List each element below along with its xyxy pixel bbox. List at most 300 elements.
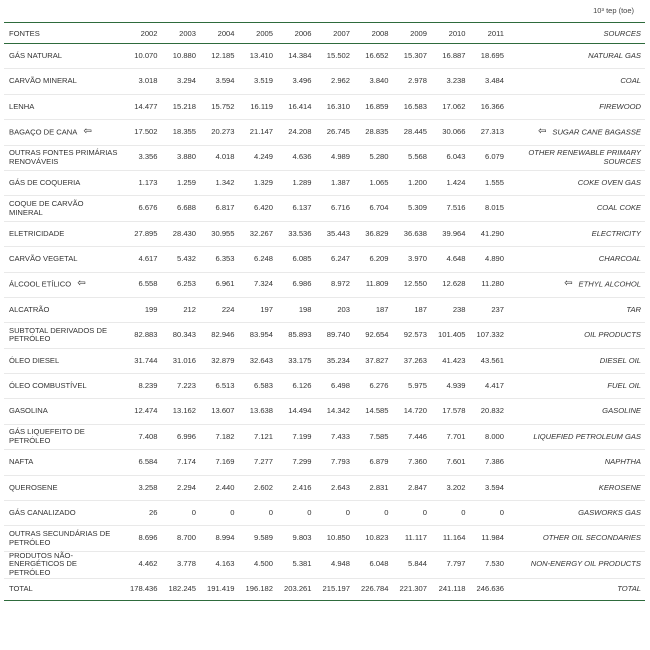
source-name-pt — [4, 44, 122, 69]
value-cell: 3.238 — [430, 69, 469, 94]
value-cell: 10.880 — [161, 44, 200, 69]
value-cell: 6.688 — [161, 196, 200, 221]
value-cell: 0 — [353, 501, 392, 526]
value-cell: 2.294 — [161, 475, 200, 500]
source-name-en — [507, 221, 645, 246]
value-cell: 7.433 — [315, 424, 354, 449]
value-cell: 7.182 — [199, 424, 238, 449]
source-label-pt: GASOLINA — [9, 406, 48, 416]
value-cell: 85.893 — [276, 323, 315, 348]
source-label-en: ETHYL ALCOHOL — [578, 279, 641, 289]
value-cell: 28.430 — [161, 221, 200, 246]
source-label-en: COKE OVEN GAS — [577, 177, 641, 187]
value-cell: 4.462 — [122, 551, 161, 578]
value-cell: 3.594 — [199, 69, 238, 94]
value-cell: 2.643 — [315, 475, 354, 500]
value-cell: 30.955 — [199, 221, 238, 246]
source-label-pt: GÁS LIQUEFEITO DE PETRÓLEO — [9, 427, 85, 446]
source-label-pt: OUTRAS FONTES PRIMÁRIAS RENOVÁVEIS — [9, 148, 118, 166]
table-body — [4, 44, 645, 601]
source-name-pt — [4, 424, 122, 449]
value-cell: 1.200 — [392, 170, 431, 195]
value-cell: 3.778 — [161, 551, 200, 578]
value-cell: 4.249 — [238, 145, 277, 170]
value-cell: 31.744 — [122, 348, 161, 373]
value-cell: 7.408 — [122, 424, 161, 449]
header-year: 2010 — [430, 23, 469, 44]
value-cell: 13.607 — [199, 399, 238, 424]
highlight-arrow-icon: ⇦ — [83, 125, 92, 137]
header-year: 2008 — [353, 23, 392, 44]
source-label-en: NON-ENERGY OIL PRODUCTS — [530, 559, 641, 569]
table-row — [4, 551, 645, 578]
source-name-en — [507, 374, 645, 399]
value-cell: 6.420 — [238, 196, 277, 221]
value-cell: 246.636 — [469, 578, 508, 600]
source-name-pt — [4, 323, 122, 348]
value-cell: 39.964 — [430, 221, 469, 246]
value-cell: 3.018 — [122, 69, 161, 94]
value-cell: 7.299 — [276, 450, 315, 475]
source-name-pt — [4, 399, 122, 424]
table-row — [4, 323, 645, 348]
value-cell: 7.793 — [315, 450, 354, 475]
value-cell: 1.387 — [315, 170, 354, 195]
value-cell: 7.446 — [392, 424, 431, 449]
value-cell: 3.880 — [161, 145, 200, 170]
value-cell: 6.817 — [199, 196, 238, 221]
source-name-pt — [4, 69, 122, 94]
value-cell: 83.954 — [238, 323, 277, 348]
value-cell: 31.016 — [161, 348, 200, 373]
source-name-pt — [4, 578, 122, 600]
source-label-en: ELECTRICITY — [591, 228, 641, 238]
value-cell: 14.720 — [392, 399, 431, 424]
value-cell: 5.309 — [392, 196, 431, 221]
value-cell: 0 — [430, 501, 469, 526]
value-cell: 10.850 — [315, 526, 354, 551]
value-cell: 198 — [276, 297, 315, 322]
value-cell: 187 — [353, 297, 392, 322]
source-name-en — [507, 145, 645, 170]
value-cell: 182.245 — [161, 578, 200, 600]
value-cell: 6.716 — [315, 196, 354, 221]
value-cell: 2.978 — [392, 69, 431, 94]
value-cell: 32.879 — [199, 348, 238, 373]
source-name-en — [507, 450, 645, 475]
value-cell: 6.248 — [238, 247, 277, 272]
value-cell: 21.147 — [238, 120, 277, 145]
table-header-row — [4, 23, 645, 44]
value-cell: 238 — [430, 297, 469, 322]
value-cell: 191.419 — [199, 578, 238, 600]
source-label-en: SUGAR CANE BAGASSE — [552, 127, 641, 137]
source-name-pt — [4, 501, 122, 526]
value-cell: 4.417 — [469, 374, 508, 399]
value-cell: 15.218 — [161, 94, 200, 119]
table-row — [4, 399, 645, 424]
value-cell: 6.996 — [161, 424, 200, 449]
value-cell: 3.840 — [353, 69, 392, 94]
value-cell: 2.847 — [392, 475, 431, 500]
source-label-pt: TOTAL — [9, 583, 33, 593]
source-label-pt: CARVÃO MINERAL — [9, 76, 77, 86]
value-cell: 215.197 — [315, 578, 354, 600]
source-label-pt: ÓLEO COMBUSTÍVEL — [9, 380, 87, 390]
value-cell: 4.948 — [315, 551, 354, 578]
value-cell: 7.199 — [276, 424, 315, 449]
value-cell: 7.121 — [238, 424, 277, 449]
source-name-pt — [4, 272, 122, 297]
value-cell: 82.946 — [199, 323, 238, 348]
source-label-pt: ÓLEO DIESEL — [9, 355, 60, 365]
source-name-en — [507, 501, 645, 526]
value-cell: 11.117 — [392, 526, 431, 551]
source-label-en: FUEL OIL — [607, 380, 641, 390]
value-cell: 6.276 — [353, 374, 392, 399]
value-cell: 6.704 — [353, 196, 392, 221]
value-cell: 17.062 — [430, 94, 469, 119]
source-label-pt: CARVÃO VEGETAL — [9, 254, 78, 264]
value-cell: 3.202 — [430, 475, 469, 500]
value-cell: 15.307 — [392, 44, 431, 69]
value-cell: 101.405 — [430, 323, 469, 348]
value-cell: 1.065 — [353, 170, 392, 195]
table-row — [4, 196, 645, 221]
value-cell: 37.827 — [353, 348, 392, 373]
value-cell: 4.617 — [122, 247, 161, 272]
value-cell: 37.263 — [392, 348, 431, 373]
value-cell: 82.883 — [122, 323, 161, 348]
value-cell: 92.573 — [392, 323, 431, 348]
source-name-pt — [4, 551, 122, 578]
value-cell: 11.984 — [469, 526, 508, 551]
table-row — [4, 501, 645, 526]
value-cell: 14.384 — [276, 44, 315, 69]
value-cell: 3.294 — [161, 69, 200, 94]
value-cell: 7.516 — [430, 196, 469, 221]
value-cell: 7.530 — [469, 551, 508, 578]
value-cell: 6.879 — [353, 450, 392, 475]
source-name-pt — [4, 196, 122, 221]
value-cell: 3.970 — [392, 247, 431, 272]
source-label-en: KEROSENE — [598, 482, 641, 492]
value-cell: 8.015 — [469, 196, 508, 221]
value-cell: 7.797 — [430, 551, 469, 578]
value-cell: 6.126 — [276, 374, 315, 399]
source-label-en: DIESEL OIL — [599, 355, 641, 365]
source-name-pt — [4, 94, 122, 119]
value-cell: 36.638 — [392, 221, 431, 246]
header-year: 2004 — [199, 23, 238, 44]
value-cell: 178.436 — [122, 578, 161, 600]
value-cell: 1.289 — [276, 170, 315, 195]
value-cell: 6.353 — [199, 247, 238, 272]
value-cell: 6.986 — [276, 272, 315, 297]
value-cell: 16.119 — [238, 94, 277, 119]
source-name-en — [507, 297, 645, 322]
value-cell: 197 — [238, 297, 277, 322]
value-cell: 4.989 — [315, 145, 354, 170]
unit-label: 10³ tep (toe) — [593, 6, 634, 15]
value-cell: 3.258 — [122, 475, 161, 500]
value-cell: 226.784 — [353, 578, 392, 600]
value-cell: 26.745 — [315, 120, 354, 145]
source-label-pt: ÁLCOOL ETÍLICO — [9, 279, 72, 289]
value-cell: 8.239 — [122, 374, 161, 399]
value-cell: 41.290 — [469, 221, 508, 246]
source-name-pt — [4, 450, 122, 475]
value-cell: 13.410 — [238, 44, 277, 69]
value-cell: 26 — [122, 501, 161, 526]
highlight-arrow-icon: ⇦ — [77, 278, 86, 290]
value-cell: 3.484 — [469, 69, 508, 94]
source-name-pt — [4, 247, 122, 272]
value-cell: 11.809 — [353, 272, 392, 297]
value-cell: 2.602 — [238, 475, 277, 500]
value-cell: 0 — [238, 501, 277, 526]
source-name-en — [507, 196, 645, 221]
value-cell: 1.342 — [199, 170, 238, 195]
value-cell: 4.018 — [199, 145, 238, 170]
table-row — [4, 221, 645, 246]
value-cell: 212 — [161, 297, 200, 322]
header-year: 2003 — [161, 23, 200, 44]
source-label-en: OIL PRODUCTS — [584, 330, 641, 340]
source-name-pt — [4, 374, 122, 399]
value-cell: 0 — [161, 501, 200, 526]
source-name-en — [507, 424, 645, 449]
value-cell: 13.638 — [238, 399, 277, 424]
value-cell: 16.652 — [353, 44, 392, 69]
value-cell: 14.342 — [315, 399, 354, 424]
source-label-pt: ELETRICIDADE — [9, 228, 65, 238]
header-source-pt: FONTES — [4, 23, 122, 44]
value-cell: 16.887 — [430, 44, 469, 69]
table-row — [4, 374, 645, 399]
value-cell: 7.277 — [238, 450, 277, 475]
value-cell: 13.162 — [161, 399, 200, 424]
source-name-en — [507, 69, 645, 94]
value-cell: 4.939 — [430, 374, 469, 399]
source-label-en: OTHER OIL SECONDARIES — [542, 533, 641, 543]
value-cell: 241.118 — [430, 578, 469, 600]
value-cell: 16.414 — [276, 94, 315, 119]
header-year: 2005 — [238, 23, 277, 44]
source-name-pt — [4, 170, 122, 195]
value-cell: 6.583 — [238, 374, 277, 399]
value-cell: 4.648 — [430, 247, 469, 272]
source-label-pt: COQUE DE CARVÃO MINERAL — [9, 198, 84, 217]
value-cell: 28.445 — [392, 120, 431, 145]
source-name-en — [507, 94, 645, 119]
value-cell: 8.000 — [469, 424, 508, 449]
value-cell: 0 — [199, 501, 238, 526]
value-cell: 7.601 — [430, 450, 469, 475]
value-cell: 5.381 — [276, 551, 315, 578]
table-row — [4, 247, 645, 272]
value-cell: 20.832 — [469, 399, 508, 424]
value-cell: 6.584 — [122, 450, 161, 475]
header-year: 2007 — [315, 23, 354, 44]
source-label-pt: BAGAÇO DE CANA — [9, 127, 78, 137]
value-cell: 221.307 — [392, 578, 431, 600]
source-name-en — [507, 526, 645, 551]
value-cell: 8.696 — [122, 526, 161, 551]
source-name-en — [507, 475, 645, 500]
source-label-en: OTHER RENEWABLE PRIMARY SOURCES — [528, 148, 641, 166]
header-year: 2011 — [469, 23, 508, 44]
value-cell: 196.182 — [238, 578, 277, 600]
value-cell: 92.654 — [353, 323, 392, 348]
value-cell: 2.416 — [276, 475, 315, 500]
total-row — [4, 578, 645, 600]
value-cell: 3.594 — [469, 475, 508, 500]
value-cell: 16.310 — [315, 94, 354, 119]
value-cell: 35.443 — [315, 221, 354, 246]
value-cell: 80.343 — [161, 323, 200, 348]
source-name-pt — [4, 297, 122, 322]
value-cell: 6.209 — [353, 247, 392, 272]
header-source-en: SOURCES — [507, 23, 645, 44]
source-name-en — [507, 272, 645, 297]
value-cell: 4.890 — [469, 247, 508, 272]
table-row — [4, 526, 645, 551]
value-cell: 6.247 — [315, 247, 354, 272]
value-cell: 12.185 — [199, 44, 238, 69]
table-row — [4, 44, 645, 69]
source-name-en — [507, 44, 645, 69]
value-cell: 0 — [315, 501, 354, 526]
source-name-en — [507, 120, 645, 145]
value-cell: 20.273 — [199, 120, 238, 145]
source-label-en: TOTAL — [617, 583, 641, 593]
value-cell: 11.164 — [430, 526, 469, 551]
value-cell: 16.859 — [353, 94, 392, 119]
value-cell: 32.643 — [238, 348, 277, 373]
source-name-pt — [4, 526, 122, 551]
value-cell: 6.137 — [276, 196, 315, 221]
value-cell: 6.676 — [122, 196, 161, 221]
source-name-pt — [4, 221, 122, 246]
value-cell: 107.332 — [469, 323, 508, 348]
value-cell: 27.313 — [469, 120, 508, 145]
source-name-pt — [4, 348, 122, 373]
source-label-en: GASOLINE — [602, 406, 641, 416]
value-cell: 33.536 — [276, 221, 315, 246]
value-cell: 224 — [199, 297, 238, 322]
value-cell: 6.253 — [161, 272, 200, 297]
value-cell: 9.589 — [238, 526, 277, 551]
source-name-en — [507, 348, 645, 373]
table-row — [4, 69, 645, 94]
value-cell: 203 — [315, 297, 354, 322]
value-cell: 5.844 — [392, 551, 431, 578]
value-cell: 36.829 — [353, 221, 392, 246]
source-name-pt — [4, 120, 122, 145]
value-cell: 7.701 — [430, 424, 469, 449]
value-cell: 0 — [392, 501, 431, 526]
value-cell: 27.895 — [122, 221, 161, 246]
value-cell: 4.636 — [276, 145, 315, 170]
value-cell: 7.174 — [161, 450, 200, 475]
table-row — [4, 272, 645, 297]
value-cell: 16.366 — [469, 94, 508, 119]
value-cell: 199 — [122, 297, 161, 322]
source-label-en: COAL — [620, 76, 641, 86]
source-label-en: CHARCOAL — [598, 254, 641, 264]
highlight-arrow-icon: ⇦ — [537, 125, 547, 137]
value-cell: 7.360 — [392, 450, 431, 475]
source-name-pt — [4, 145, 122, 170]
value-cell: 10.823 — [353, 526, 392, 551]
source-name-en — [507, 551, 645, 578]
value-cell: 3.356 — [122, 145, 161, 170]
value-cell: 14.585 — [353, 399, 392, 424]
value-cell: 1.555 — [469, 170, 508, 195]
value-cell: 1.173 — [122, 170, 161, 195]
value-cell: 14.494 — [276, 399, 315, 424]
value-cell: 15.752 — [199, 94, 238, 119]
table-row — [4, 145, 645, 170]
value-cell: 2.831 — [353, 475, 392, 500]
value-cell: 24.208 — [276, 120, 315, 145]
value-cell: 1.329 — [238, 170, 277, 195]
value-cell: 0 — [469, 501, 508, 526]
source-label-en: FIREWOOD — [599, 101, 641, 111]
value-cell: 14.477 — [122, 94, 161, 119]
source-name-en — [507, 578, 645, 600]
header-year: 2006 — [276, 23, 315, 44]
source-label-pt: ALCATRÃO — [9, 304, 50, 314]
value-cell: 6.079 — [469, 145, 508, 170]
value-cell: 10.070 — [122, 44, 161, 69]
source-name-pt — [4, 475, 122, 500]
value-cell: 30.066 — [430, 120, 469, 145]
table-row — [4, 450, 645, 475]
value-cell: 12.474 — [122, 399, 161, 424]
value-cell: 5.568 — [392, 145, 431, 170]
value-cell: 6.961 — [199, 272, 238, 297]
value-cell: 6.048 — [353, 551, 392, 578]
source-label-en: NATURAL GAS — [588, 50, 641, 60]
source-label-pt: GÁS CANALIZADO — [9, 507, 76, 517]
value-cell: 28.835 — [353, 120, 392, 145]
value-cell: 11.280 — [469, 272, 508, 297]
source-label-en: TAR — [626, 304, 641, 314]
table-row — [4, 475, 645, 500]
table-row — [4, 170, 645, 195]
value-cell: 17.578 — [430, 399, 469, 424]
source-name-en — [507, 247, 645, 272]
source-label-en: COAL COKE — [596, 203, 641, 213]
value-cell: 5.280 — [353, 145, 392, 170]
value-cell: 7.169 — [199, 450, 238, 475]
table-row — [4, 297, 645, 322]
value-cell: 2.962 — [315, 69, 354, 94]
value-cell: 5.975 — [392, 374, 431, 399]
value-cell: 18.695 — [469, 44, 508, 69]
source-label-en: GASWORKS GAS — [578, 507, 641, 517]
highlight-arrow-icon: ⇦ — [564, 278, 573, 290]
value-cell: 6.558 — [122, 272, 161, 297]
source-label-pt: GÁS NATURAL — [9, 50, 63, 60]
value-cell: 41.423 — [430, 348, 469, 373]
value-cell: 33.175 — [276, 348, 315, 373]
value-cell: 3.496 — [276, 69, 315, 94]
source-name-en — [507, 170, 645, 195]
header-year: 2002 — [122, 23, 161, 44]
